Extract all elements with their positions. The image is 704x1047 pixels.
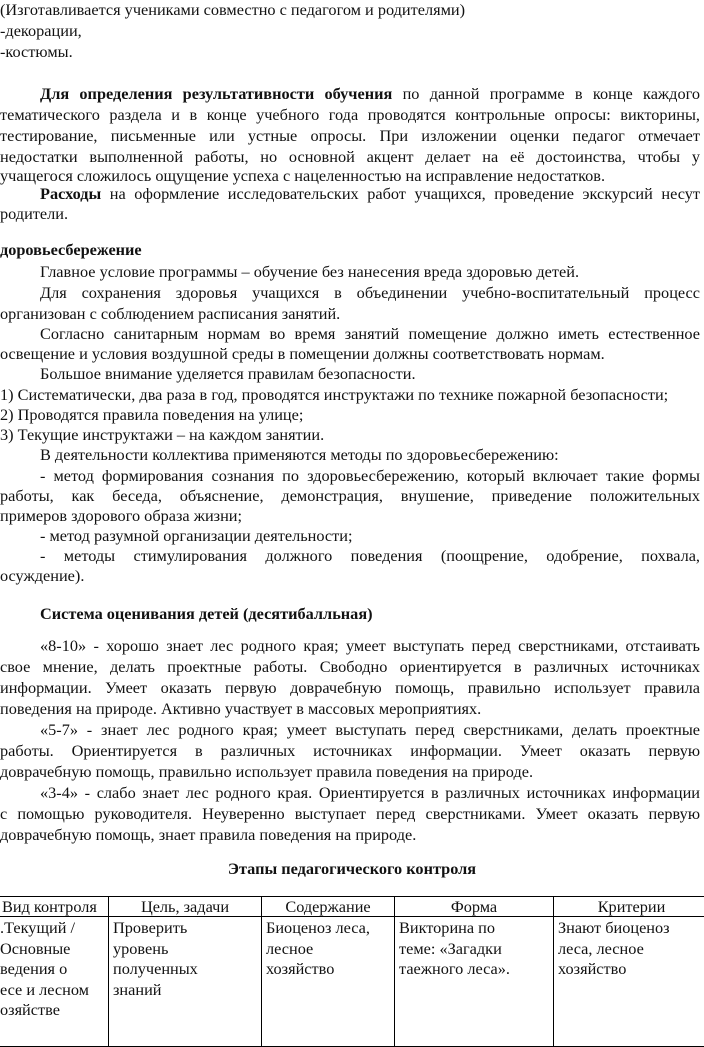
control-stages-table	[0, 896, 704, 1047]
text-line: осуждение).	[0, 566, 84, 586]
text-line: недостатки выполненной работы, но основной акцент делает на её достоинства, чтобы у	[0, 147, 700, 167]
text-line: - метод разумной организации деятельности;	[40, 526, 352, 546]
table-header-cell: Цель, задачи	[109, 897, 262, 917]
text-run: на оформление исследовательских работ учащихся, проведение экскурсий несут	[101, 184, 700, 203]
text-line: - методы стимулирования должного поведения (поощрение, одобрение, похвала,	[40, 546, 700, 566]
list-item: 2) Проводятся правила поведения на улице;	[0, 405, 303, 425]
section-heading-grading: Система оценивания детей (десятибалльная)	[40, 604, 373, 624]
list-item: 3) Текущие инструктажи – на каждом занятии.	[0, 425, 324, 445]
text-line: тестирование, письменные или устные опросы. При изложении оценки педагог отмечает	[0, 126, 700, 146]
text-line: тематического раздела и в конце учебного года проводятся контрольные опросы: викторины,	[0, 105, 700, 125]
bold-lead: Для определения результативности обучения	[40, 84, 392, 103]
paragraph-results	[40, 84, 700, 104]
text-line: примеров здорового образа жизни;	[0, 506, 242, 526]
table-header-cell: Вид контроля	[0, 897, 109, 917]
paragraph-expenses	[40, 184, 700, 204]
section-heading-health: доровьесбережение	[0, 240, 142, 260]
table-cell: Биоценоз леса, лесное хозяйство	[262, 917, 395, 1047]
text-line: работы. Ориентируется в различных источниках информации. Умеет оказать первую	[0, 741, 700, 761]
text-line: - метод формирования сознания по здоровьесбережению, который включает такие формы	[40, 466, 700, 486]
text-line: с помощью руководителя. Неуверенно выступает перед сверстниками. Умеет оказать первую	[0, 804, 700, 824]
text-line: работы, как беседа, объяснение, демонстрация, внушение, приведение положительных	[0, 486, 700, 506]
text-line: (Изготавливается учениками совместно с педагогом и родителями)	[0, 0, 465, 20]
text-line: -декорации,	[0, 21, 82, 41]
table-cell: Викторина по теме: «Загадки таежного леса».	[395, 917, 554, 1047]
text-line: Согласно санитарным нормам во время занятий помещение должно иметь естественное	[40, 324, 700, 344]
text-line: -костюмы.	[0, 42, 73, 62]
bold-lead: Расходы	[40, 184, 101, 203]
text-run: по данной программе в конце каждого	[392, 84, 700, 103]
text-line: доврачебную помощь, правильно использует правила поведения на природе.	[0, 762, 533, 782]
text-line: информации. Умеет оказать первую доврачебную помощь, правильно использует правила	[0, 678, 700, 698]
table-header-cell: Форма	[395, 897, 554, 917]
table-header-cell: Содержание	[262, 897, 395, 917]
table-header-cell: Критерии	[554, 897, 704, 917]
text-line: поведения на природе. Активно участвует в массовых мероприятиях.	[0, 699, 481, 719]
table-cell: Знают биоценоз леса, лесное хозяйство	[554, 917, 704, 1047]
text-line: Для сохранения здоровья учащихся в объединении учебно-воспитательный процесс	[40, 283, 700, 303]
text-line: свое мнение, делать проектные работы. Свободно ориентируется в различных источниках	[0, 657, 700, 677]
text-line: освещение и условия воздушной среды в помещении должны соответствовать нормам.	[0, 344, 605, 364]
text-line: родители.	[0, 204, 68, 224]
text-line: «8-10» - хорошо знает лес родного края; умеет выступать перед сверстниками, отстаивать	[40, 636, 700, 656]
list-item: 1) Систематически, два раза в год, проводятся инструктажи по технике пожарной безопасности;	[0, 385, 668, 405]
table-header-row	[0, 897, 704, 917]
text-line: В деятельности коллектива применяются методы по здоровьесбережению:	[40, 445, 559, 465]
text-line: «5-7» - знает лес родного края; умеет выступать перед сверстниками, делать проектные	[40, 720, 700, 740]
text-line: организован с соблюдением расписания занятий.	[0, 304, 340, 324]
table-cell: Проверить уровень полученных знаний	[109, 917, 262, 1047]
section-heading-stages: Этапы педагогического контроля	[0, 859, 704, 879]
table-cell: .Текущий / Основные ведения о есе и лесном озяйстве	[0, 917, 109, 1047]
text-line: Главное условие программы – обучение без нанесения вреда здоровью детей.	[40, 262, 579, 282]
text-line: учащегося сложилось ощущение успеха с нацеленностью на исправление недостатков.	[0, 166, 605, 186]
text-line: «3-4» - слабо знает лес родного края. Ориентируется в различных источниках информации	[40, 783, 700, 803]
table-row	[0, 917, 704, 1047]
text-line: доврачебную помощь, знает правила поведения на природе.	[0, 825, 416, 845]
text-line: Большое внимание уделяется правилам безопасности.	[40, 364, 416, 384]
